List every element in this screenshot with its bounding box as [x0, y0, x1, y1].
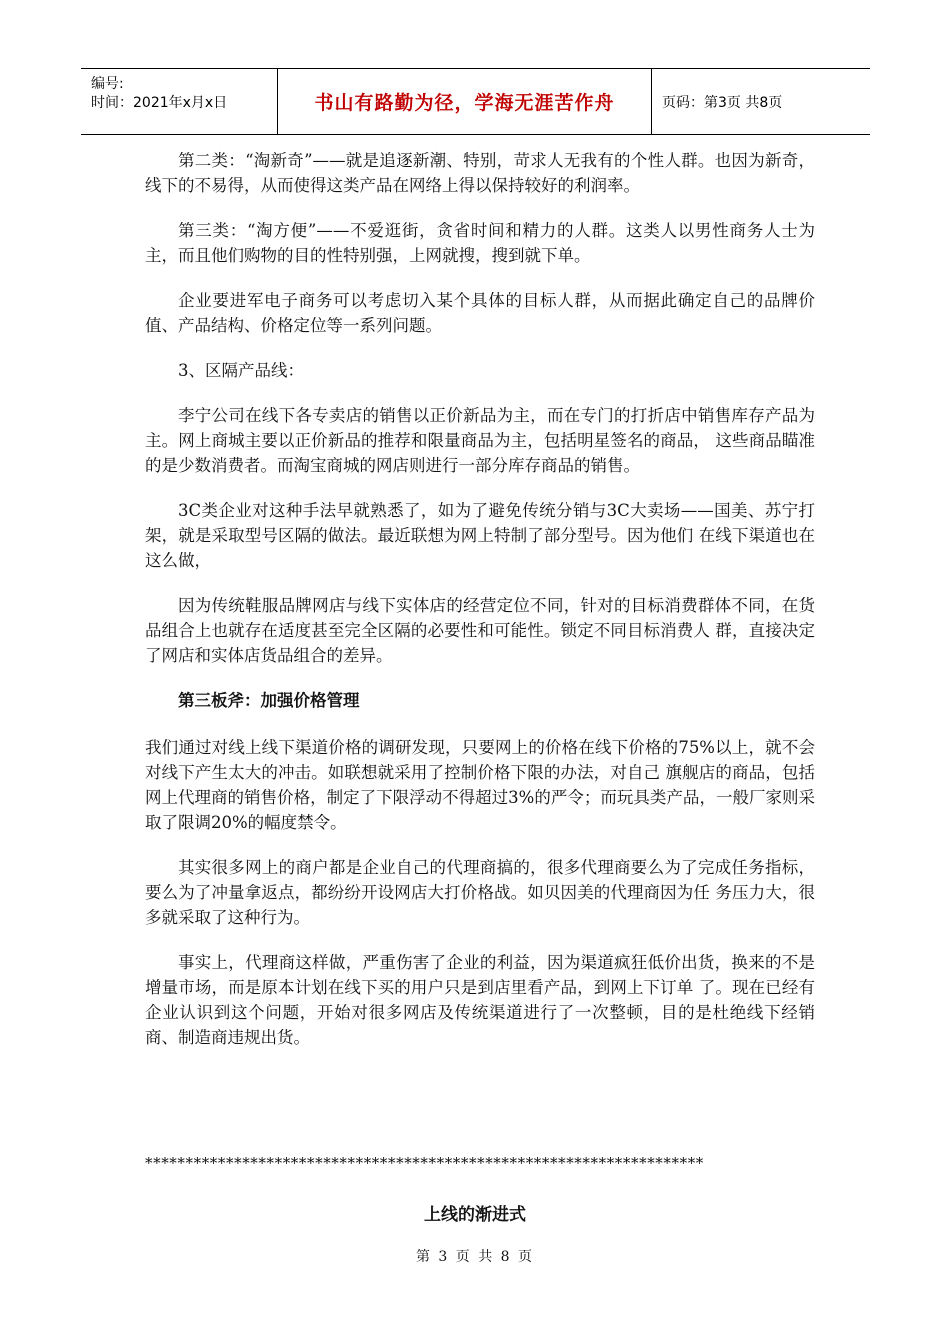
header-page-cell [652, 69, 870, 134]
document-time-label: 时间：2021年x月x日 [91, 95, 228, 111]
paragraph-3c: 3C类企业对这种手法早就熟悉了，如为了避免传统分销与3C大卖场——国美、苏宁打架，就是采取型号区隔的做法。最近联想为网上特制了部分型号。因为他们 在线下渠道也在这么做， [145, 501, 815, 570]
paragraph-price-research: 我们通过对线上线下渠道价格的调研发现，只要网上的价格在线下价格的75%以上，就不会对线下产生太大的冲击。如联想就采用了控制价格下限的办法，对自己 旗舰店的商品，包括网上代理商的销售价格，制定了下限浮动不得超过3%的严令；而玩具类产品，一般厂家则采取了限调20%的幅度禁令。 [145, 738, 815, 832]
heading-price-management: 第三板斧：加强价格管理 [178, 691, 360, 710]
paragraph-agents: 其实很多网上的商户都是企业自己的代理商搞的，很多代理商要么为了完成任务指标，要么为了冲量拿返点，都纷纷开设网店大打价格战。如贝因美的代理商因为任 务压力大，很多就采取了这种行为。 [145, 858, 815, 927]
paragraph-category-3: 第三类：“淘方便”——不爱逛街，贪省时间和精力的人群。这类人以男性商务人士为主，而且他们购物的目的性特别强，上网就搜，搜到就下单。 [145, 221, 815, 265]
paragraph-lining: 李宁公司在线下各专卖店的销售以正价新品为主，而在专门的打折店中销售库存产品为主。网上商城主要以正价新品的推荐和限量商品为主，包括明星签名的商品， 这些商品瞄准的是少数消费者。而淘宝商城的网店则进行一部分库存商品的销售。 [145, 406, 815, 475]
header-meta-cell [81, 69, 278, 134]
page-header [81, 68, 870, 135]
section-title: 上线的渐进式 [424, 1205, 526, 1225]
document-body [145, 148, 815, 1070]
paragraph-category-2: 第二类：“淘新奇”——就是追逐新潮、特别，苛求人无我有的个性人群。也因为新奇，线下的不易得，从而使得这类产品在网络上得以保持较好的利润率。 [145, 151, 815, 195]
paragraph-enterprise-target: 企业要进军电子商务可以考虑切入某个具体的目标人群，从而据此确定自己的品牌价值、产品结构、价格定位等一系列问题。 [145, 291, 815, 335]
header-page-info: 页码：第3页 共8页 [662, 94, 783, 111]
separator-line: ********************************************************************* [145, 1154, 704, 1172]
header-motto-cell [278, 69, 652, 134]
page-footer: 第 3 页 共 8 页 [415, 1249, 535, 1265]
paragraph-shoes-apparel: 因为传统鞋服品牌网店与线下实体店的经营定位不同，针对的目标消费群体不同，在货品组合上也就存在适度甚至完全区隔的必要性和可能性。锁定不同目标消费人 群，直接决定了网店和实体店货品组合的差异。 [145, 596, 815, 665]
header-motto: 书山有路勤为径，学海无涯苦作舟 [314, 92, 615, 114]
document-number-label: 编号: [91, 76, 124, 92]
subheading-product-line: 3、区隔产品线： [178, 361, 304, 380]
paragraph-consequence: 事实上，代理商这样做，严重伤害了企业的利益，因为渠道疯狂低价出货，换来的不是增量市场，而是原本计划在线下买的用户只是到店里看产品，到网上下订单 了。现在已经有企业认识到这个问题，开始对很多网店及传统渠道进行了一次整顿，目的是杜绝线下经销商、制造商违规出货。 [145, 953, 815, 1047]
